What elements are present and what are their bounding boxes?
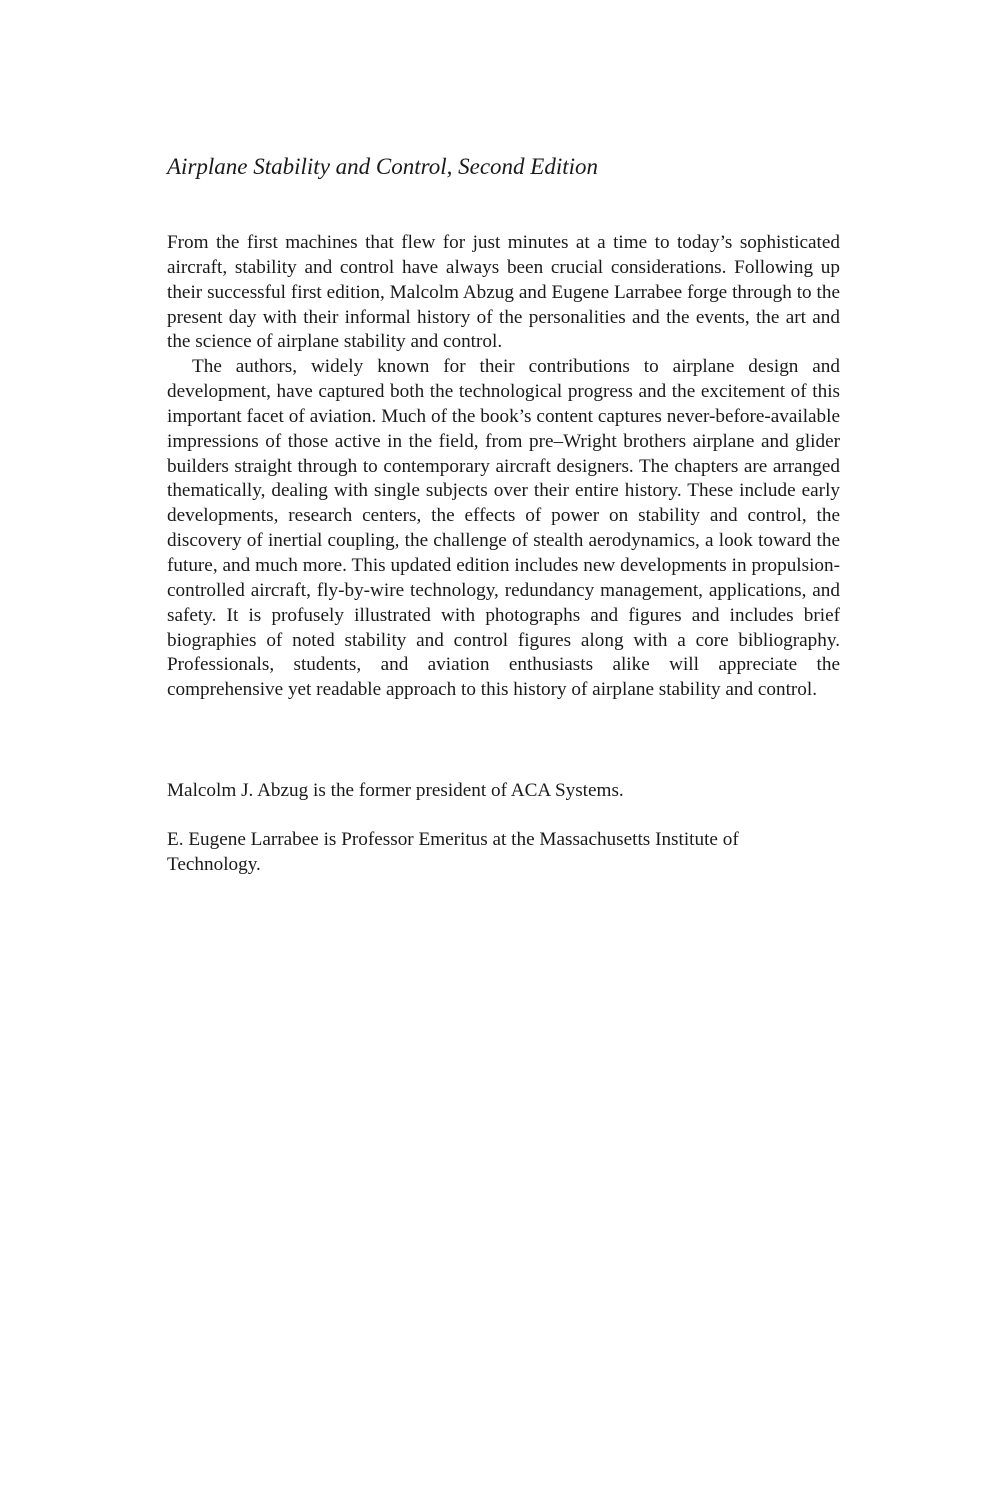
book-title: Airplane Stability and Control, Second Edition: [167, 154, 599, 179]
description-paragraph-2: The authors, widely known for their contributions to airplane design and development, have captured both the technological progress and the excitement of this important facet of aviation. Much of the book’s content captures never-before-available impressions of those active in the field, from pre–Wright brothers airplane and glider builders straight through to contemporary aircraft designers. The chapters are arranged thematically, dealing with single subjects over their entire history. These include early developments, research centers, the effects of power on stability and control, the discovery of inertial coupling, the challenge of stealth aerodynamics, a look toward the future, and much more. This updated edition includes new developments in propulsion-controlled aircraft, fly-by-wire technology, redundancy management, applications, and safety. It is profusely illustrated with photographs and figures and includes brief biographies of noted stability and control figures along with a core bibliography. Professionals, students, and aviation enthusiasts alike will appreciate the comprehensive yet readable approach to this history of airplane stability and control.: [167, 356, 840, 701]
author-bio-larrabee: E. Eugene Larrabee is Professor Emeritus at the Massachusetts Institute of Technology.: [167, 829, 739, 875]
book-description: [167, 231, 840, 703]
book-page: [167, 0, 840, 1500]
author-bio-abzug: Malcolm J. Abzug is the former president of ACA Systems.: [167, 780, 624, 801]
description-paragraph-1: From the first machines that flew for just minutes at a time to today’s sophisticated aircraft, stability and control have always been crucial considerations. Following up their successful first edition, Malcolm Abzug and Eugene Larrabee forge through to the present day with their informal history of the personalities and the events, the art and the science of airplane stability and control.: [167, 232, 840, 353]
